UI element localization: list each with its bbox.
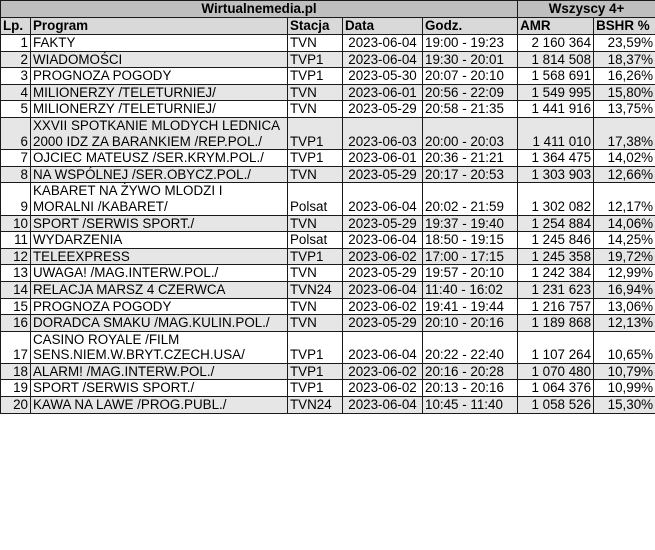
cell-amr: 1 245 846: [518, 232, 594, 249]
cell-data: 2023-05-29: [343, 101, 423, 118]
cell-lp: 15: [1, 298, 31, 315]
cell-bshr: 10,99%: [594, 380, 655, 397]
cell-bshr: 15,30%: [594, 397, 655, 414]
cell-amr: 1 302 082: [518, 183, 594, 215]
cell-program: FAKTY: [31, 35, 288, 52]
cell-data: 2023-06-04: [343, 35, 423, 52]
table-row: [1, 101, 655, 118]
cell-program: SPORT /SERWIS SPORT./: [31, 380, 288, 397]
cell-data: 2023-05-29: [343, 215, 423, 232]
cell-bshr: 23,59%: [594, 35, 655, 52]
cell-data: 2023-06-01: [343, 150, 423, 167]
table-row: [1, 68, 655, 85]
cell-bshr: 12,13%: [594, 315, 655, 332]
cell-godz: 20:17 - 20:53: [423, 166, 518, 183]
cell-lp: 14: [1, 281, 31, 298]
cell-bshr: 14,06%: [594, 215, 655, 232]
cell-godz: 20:10 - 20:16: [423, 315, 518, 332]
cell-program: ALARM! /MAG.INTERW.POL./: [31, 363, 288, 380]
cell-lp: 8: [1, 166, 31, 183]
cell-program: CASINO ROYALE /FILM SENS.NIEM.W.BRYT.CZECH.USA/: [31, 331, 288, 363]
cell-godz: 20:13 - 20:16: [423, 380, 518, 397]
cell-data: 2023-06-04: [343, 183, 423, 215]
table-row: [1, 51, 655, 68]
cell-amr: 1 254 884: [518, 215, 594, 232]
table-row: [1, 215, 655, 232]
cell-godz: 18:50 - 19:15: [423, 232, 518, 249]
cell-amr: 1 070 480: [518, 363, 594, 380]
table-row: [1, 35, 655, 52]
cell-amr: 1 814 508: [518, 51, 594, 68]
cell-lp: 13: [1, 265, 31, 282]
table-row: [1, 265, 655, 282]
cell-data: 2023-05-29: [343, 265, 423, 282]
cell-program: RELACJA MARSZ 4 CZERWCA: [31, 281, 288, 298]
cell-program: KAWA NA LAWE /PROG.PUBL./: [31, 397, 288, 414]
cell-stacja: TVP1: [288, 380, 343, 397]
table-row: [1, 363, 655, 380]
cell-lp: 4: [1, 84, 31, 101]
cell-bshr: 19,72%: [594, 248, 655, 265]
cell-bshr: 10,65%: [594, 331, 655, 363]
cell-stacja: TVN: [288, 84, 343, 101]
cell-data: 2023-06-04: [343, 281, 423, 298]
column-header-data: Data: [343, 18, 423, 35]
cell-godz: 11:40 - 16:02: [423, 281, 518, 298]
cell-godz: 10:45 - 11:40: [423, 397, 518, 414]
cell-program: UWAGA! /MAG.INTERW.POL./: [31, 265, 288, 282]
cell-bshr: 12,17%: [594, 183, 655, 215]
cell-godz: 20:36 - 21:21: [423, 150, 518, 167]
cell-bshr: 12,66%: [594, 166, 655, 183]
cell-data: 2023-05-29: [343, 166, 423, 183]
cell-amr: 1 245 358: [518, 248, 594, 265]
column-header-stacja: Stacja: [288, 18, 343, 35]
cell-stacja: TVP1: [288, 51, 343, 68]
cell-bshr: 15,80%: [594, 84, 655, 101]
cell-data: 2023-05-29: [343, 315, 423, 332]
cell-godz: 20:22 - 22:40: [423, 331, 518, 363]
cell-stacja: TVN: [288, 215, 343, 232]
cell-bshr: 13,75%: [594, 101, 655, 118]
cell-godz: 17:00 - 17:15: [423, 248, 518, 265]
cell-godz: 19:37 - 19:40: [423, 215, 518, 232]
cell-data: 2023-06-01: [343, 84, 423, 101]
cell-lp: 19: [1, 380, 31, 397]
audience-group-label: Wszyscy 4+: [518, 1, 655, 18]
cell-program: PROGNOZA POGODY: [31, 68, 288, 85]
cell-godz: 20:00 - 20:03: [423, 117, 518, 149]
cell-data: 2023-05-30: [343, 68, 423, 85]
cell-godz: 20:02 - 21:59: [423, 183, 518, 215]
cell-stacja: TVP1: [288, 68, 343, 85]
cell-amr: 1 549 995: [518, 84, 594, 101]
column-header-program: Program: [31, 18, 288, 35]
cell-data: 2023-06-04: [343, 232, 423, 249]
cell-data: 2023-06-03: [343, 117, 423, 149]
cell-program: PROGNOZA POGODY: [31, 298, 288, 315]
cell-stacja: TVN: [288, 265, 343, 282]
cell-program: XXVII SPOTKANIE MLODYCH LEDNICA 2000 IDZ ZA BARANKIEM /REP.POL./: [31, 117, 288, 149]
cell-data: 2023-06-04: [343, 331, 423, 363]
cell-program: WYDARZENIA: [31, 232, 288, 249]
cell-amr: 1 441 916: [518, 101, 594, 118]
cell-program: TELEEXPRESS: [31, 248, 288, 265]
cell-lp: 12: [1, 248, 31, 265]
table-body: [1, 35, 655, 414]
table-row: [1, 315, 655, 332]
cell-program: OJCIEC MATEUSZ /SER.KRYM.POL./: [31, 150, 288, 167]
cell-data: 2023-06-04: [343, 397, 423, 414]
cell-program: MILIONERZY /TELETURNIEJ/: [31, 101, 288, 118]
cell-godz: 19:41 - 19:44: [423, 298, 518, 315]
cell-bshr: 12,99%: [594, 265, 655, 282]
cell-program: SPORT /SERWIS SPORT./: [31, 215, 288, 232]
cell-lp: 6: [1, 117, 31, 149]
cell-lp: 11: [1, 232, 31, 249]
cell-program: NA WSPÓLNEJ /SER.OBYCZ.POL./: [31, 166, 288, 183]
cell-lp: 3: [1, 68, 31, 85]
cell-program: MILIONERZY /TELETURNIEJ/: [31, 84, 288, 101]
cell-data: 2023-06-02: [343, 298, 423, 315]
column-header-amr: AMR: [518, 18, 594, 35]
cell-bshr: 18,37%: [594, 51, 655, 68]
cell-lp: 1: [1, 35, 31, 52]
cell-amr: 1 216 757: [518, 298, 594, 315]
cell-program: WIADOMOŚCI: [31, 51, 288, 68]
cell-data: 2023-06-02: [343, 363, 423, 380]
cell-stacja: TVP1: [288, 363, 343, 380]
cell-lp: 17: [1, 331, 31, 363]
column-header-row: [1, 18, 655, 35]
table-title: Wirtualnemedia.pl: [1, 1, 518, 18]
cell-bshr: 16,26%: [594, 68, 655, 85]
table-row: [1, 150, 655, 167]
cell-stacja: TVN: [288, 35, 343, 52]
table-title-row: [1, 1, 655, 18]
cell-lp: 2: [1, 51, 31, 68]
cell-amr: 2 160 364: [518, 35, 594, 52]
cell-amr: 1 231 623: [518, 281, 594, 298]
cell-bshr: 14,25%: [594, 232, 655, 249]
cell-amr: 1 411 010: [518, 117, 594, 149]
table-row: [1, 331, 655, 363]
cell-data: 2023-06-02: [343, 248, 423, 265]
cell-bshr: 17,38%: [594, 117, 655, 149]
cell-godz: 20:56 - 22:09: [423, 84, 518, 101]
cell-amr: 1 064 376: [518, 380, 594, 397]
table-row: [1, 84, 655, 101]
cell-bshr: 10,79%: [594, 363, 655, 380]
cell-bshr: 13,06%: [594, 298, 655, 315]
table-row: [1, 281, 655, 298]
cell-bshr: 16,94%: [594, 281, 655, 298]
cell-stacja: TVN24: [288, 397, 343, 414]
table-row: [1, 397, 655, 414]
cell-stacja: Polsat: [288, 232, 343, 249]
cell-lp: 9: [1, 183, 31, 215]
cell-godz: 19:00 - 19:23: [423, 35, 518, 52]
table-row: [1, 380, 655, 397]
column-header-bshr: BSHR %: [594, 18, 655, 35]
cell-stacja: TVN: [288, 166, 343, 183]
table-row: [1, 232, 655, 249]
table-row: [1, 183, 655, 215]
cell-stacja: TVP1: [288, 117, 343, 149]
cell-stacja: TVP1: [288, 331, 343, 363]
cell-stacja: TVN: [288, 298, 343, 315]
cell-stacja: TVN: [288, 315, 343, 332]
cell-lp: 16: [1, 315, 31, 332]
table-row: [1, 117, 655, 149]
cell-program: KABARET NA ŻYWO MLODZI I MORALNI /KABARET/: [31, 183, 288, 215]
cell-amr: 1 568 691: [518, 68, 594, 85]
cell-amr: 1 107 264: [518, 331, 594, 363]
cell-program: DORADCA SMAKU /MAG.KULIN.POL./: [31, 315, 288, 332]
cell-lp: 20: [1, 397, 31, 414]
cell-stacja: Polsat: [288, 183, 343, 215]
cell-stacja: TVN24: [288, 281, 343, 298]
cell-godz: 19:57 - 20:10: [423, 265, 518, 282]
cell-lp: 5: [1, 101, 31, 118]
cell-amr: 1 303 903: [518, 166, 594, 183]
cell-stacja: TVP1: [288, 150, 343, 167]
cell-stacja: TVP1: [288, 248, 343, 265]
cell-bshr: 14,02%: [594, 150, 655, 167]
cell-stacja: TVN: [288, 101, 343, 118]
cell-godz: 19:30 - 20:01: [423, 51, 518, 68]
cell-godz: 20:07 - 20:10: [423, 68, 518, 85]
cell-godz: 20:16 - 20:28: [423, 363, 518, 380]
column-header-godz: Godz.: [423, 18, 518, 35]
cell-data: 2023-06-04: [343, 51, 423, 68]
cell-amr: 1 242 384: [518, 265, 594, 282]
cell-lp: 18: [1, 363, 31, 380]
cell-amr: 1 364 475: [518, 150, 594, 167]
table-row: [1, 298, 655, 315]
cell-amr: 1 058 526: [518, 397, 594, 414]
cell-godz: 20:58 - 21:35: [423, 101, 518, 118]
cell-amr: 1 189 868: [518, 315, 594, 332]
table-row: [1, 166, 655, 183]
cell-lp: 7: [1, 150, 31, 167]
cell-lp: 10: [1, 215, 31, 232]
table-row: [1, 248, 655, 265]
cell-data: 2023-06-02: [343, 380, 423, 397]
column-header-lp: Lp.: [1, 18, 31, 35]
